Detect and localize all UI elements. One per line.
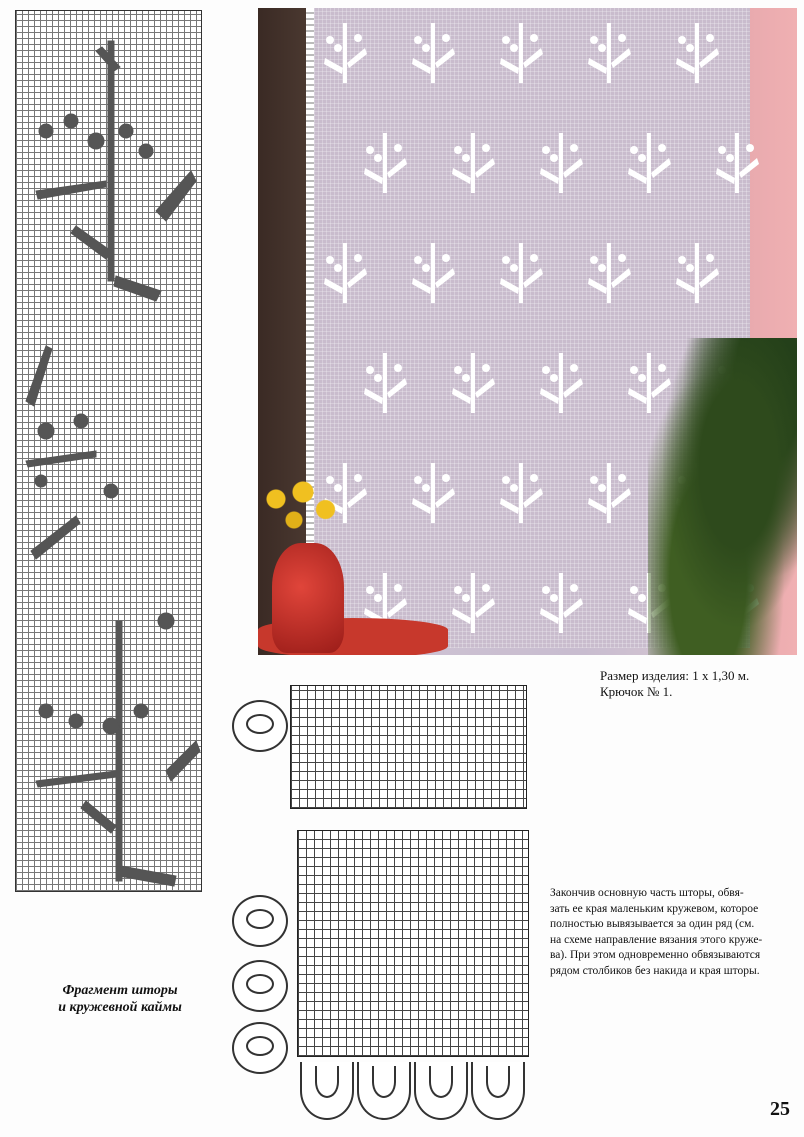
edging-scallop-bottom xyxy=(357,1062,411,1120)
description-line: на схеме направление вязания этого круже- xyxy=(550,933,763,946)
figure-caption xyxy=(20,982,220,1016)
motif-bottom xyxy=(36,613,200,886)
description-line: зать ее края маленьким кружевом, которое xyxy=(550,902,759,915)
curtain-photo xyxy=(258,8,797,655)
description-line: рядом столбиков без накида и края шторы. xyxy=(550,964,760,977)
edging-diagram-corner xyxy=(297,830,529,1057)
description-line: Закончив основную часть шторы, обвя- xyxy=(550,887,744,899)
edging-scallop xyxy=(232,895,288,947)
description xyxy=(550,886,800,979)
curtain-lily-motif xyxy=(448,568,498,638)
curtain-lily-motif xyxy=(624,128,674,198)
curtain-lily-motif xyxy=(448,348,498,418)
description-line: полностью вывязывается за один ряд (см. xyxy=(550,918,755,930)
edging-scallop xyxy=(232,1022,288,1074)
curtain-lily-motif xyxy=(536,348,586,418)
edging-scallop-bottom xyxy=(414,1062,468,1120)
hook-text: Крючок № 1. xyxy=(600,684,673,699)
curtain-lily-motif xyxy=(584,238,634,308)
curtain-lily-motif xyxy=(320,18,370,88)
motif-middle xyxy=(26,346,118,559)
curtain-lily-motif xyxy=(408,18,458,88)
caption-line: Фрагмент шторы xyxy=(62,983,178,998)
motif-top xyxy=(36,41,196,301)
curtain-lily-motif xyxy=(584,458,634,528)
curtain-lily-motif xyxy=(672,238,722,308)
curtain-lily-motif xyxy=(536,128,586,198)
red-vase xyxy=(272,543,344,653)
curtain-lily-motif xyxy=(496,18,546,88)
edging-scallop xyxy=(232,700,288,752)
filet-chart-lily-of-the-valley xyxy=(15,10,202,892)
curtain-lily-motif xyxy=(408,458,458,528)
chart-motifs xyxy=(16,11,201,891)
specs xyxy=(600,668,749,700)
curtain-lily-motif xyxy=(448,128,498,198)
page-number: 25 xyxy=(770,1098,790,1120)
yellow-flowers xyxy=(258,478,348,548)
curtain-lily-motif xyxy=(496,238,546,308)
edging-scallop-bottom xyxy=(471,1062,525,1120)
edging-scallop xyxy=(232,960,288,1012)
curtain-lily-motif xyxy=(672,18,722,88)
curtain-lily-motif xyxy=(320,238,370,308)
curtain-lily-motif xyxy=(536,568,586,638)
house-plant xyxy=(648,338,797,655)
edging-scallop-bottom xyxy=(300,1062,354,1120)
size-text: Размер изделия: 1 х 1,30 м. xyxy=(600,668,750,683)
caption-line: и кружевной каймы xyxy=(58,1000,182,1015)
edging-diagram-top xyxy=(290,685,527,809)
description-line: ва). При этом одновременно обвязываются xyxy=(550,949,761,961)
curtain-lily-motif xyxy=(408,238,458,308)
curtain-lily-motif xyxy=(584,18,634,88)
curtain-lily-motif xyxy=(360,128,410,198)
curtain-lily-motif xyxy=(496,458,546,528)
curtain-lily-motif xyxy=(360,348,410,418)
curtain-lily-motif xyxy=(712,128,762,198)
